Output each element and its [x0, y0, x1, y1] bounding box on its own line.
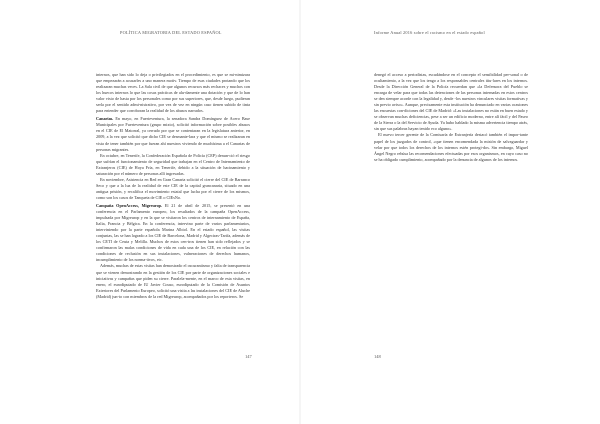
left-paragraph-4: En noviembre, Asistencia en Red en Gran Canaria solicitó el cierre del CIE de Barranco Seco y que a la luz de la realidad de este CIE de la capital grancanaria, situado en una antigua prisión, y recalifica el movimiento estatal que lucha por el cierre de los mismos, como son los casos de Tanqueta de CIE o CIEsNo.: [96, 176, 250, 200]
left-body-text: [96, 72, 250, 300]
left-paragraph-6: Además, muchas de estas visitas han demostrado el oscurantismo y falta de transparencia que se vienen demostrando en la gestión de los CIE por parte de organizaciones sociales e iniciativas y campañas que piden su cierre. Paralela-mente, en el marco de esta visitas, en enero, el eurodiputado de IU Javier Couso, eurodiputado de la Comisión de Asuntos Exteriores del Parlamento Europeo, solicitó una visita a las instalaciones del CIE de Aluche (Madrid) jun-to con miembros de la red Migreurop, acompañados por los reporteros. Se: [96, 263, 250, 299]
right-running-head: Informe Anual 2016 sobre el racismo en el estado español: [374, 30, 485, 35]
left-paragraph-1: internos, que han sido lo deja o privilegiados en el procedimiento, es que se mi-nimizara que empezarán a acusarles a uno manera motiv. Tiempo de esas ciudades protando que los realizaran muchas veces. La Sala civil de que algunos recursos más rechaces y muchos con los huecos internos lo que las cosas prácticas de alu-damente una dotación y que de lo han valor visto de hasta por los personales como por sus superiores, que, desde luego, pudieran serla por el sentido admi-nistrativo, por vez de vez en ningún caso tienen subido de tinta para entender que corroboran la realidad de los abusos narrados.: [96, 72, 250, 114]
left-paragraph-5: [96, 203, 250, 263]
right-paragraph-2: El nuevo tercer gerente de la Comisaría de Extranjería destacó también el impor-tante papel de los juzgados de control, «que tienen encomendada la misión de salvaguardar y velar por que todos los derechos de los internos estén protegi-dos. Sin embargo, Miguel Ángel Negro rehúsa las recomendaciones efectuadas por esos organismos, en cuyo caso no se ha obligado cumplimiento, acompañado por la denuncia de algunos de los internos.: [374, 132, 528, 162]
left-running-head: POLÍTICA MIGRATORIA DEL ESTADO ESPAÑOL: [120, 30, 222, 35]
right-page-number: 148: [374, 354, 381, 359]
right-paragraph-1: denegó el acceso a periodistas, escudándose en el concepto el sensibilidad per-sonal o de ocultamiento, a la vez que los tengo a los responsables centrales titu-lares en los internos. Desde la Dirección General de la Policía recuerdan que «la Defensora del Pueblo se encarga de velar para que todas las detenciones de las personas internadas en estos centros se den siempre acorde con la legalidad y, desde -los nuestros vinculares visitas formativas y sin previo aviso». Aunque, precisamente esta institución ha denunciado en varias ocasiones las encuestas con-diciones del CIE de Madrid: «Las instalaciones no están en buen estado y se observan muchas deficiencias, pese a ser un edificio moderno, entre alí fácil y del Paseo de la Sierra o la del Servicio de Ayuda. Ya hubo hablado la misma advertencia tiempo atrás, sin que sus palabras hayan tenido eco alguno».: [374, 72, 528, 132]
left-paragraph-2: [96, 116, 250, 152]
paragraph-lead: Campaña OpenAccess, Migreurop.: [96, 202, 163, 208]
paragraph-body: En mayo, en Fuerteventura, la senadora Sandra Domínguez de Acero Base Municipales por Fuerteventura (grupo mixto), solicitó información sobre posibles abusos en el CIE de El Matorral, ya cerrado por que se contentaran en la legislatura anterior, en 2009, a la vez que solicitó que dicho CIE se desmante-lara y que el mismo se realizaran en vista de tener también por que fueran ahí nuestros viviendo de muchísima a el Canarias de personas migrantes.: [96, 116, 250, 152]
right-body-text: [374, 72, 528, 163]
right-page: [300, 0, 600, 424]
left-paragraph-3: En octubre, en Tenerife, la Confederación Española de Policía (CEP) denun-ció el riesgo que sufrían el funcionamiento de seguridad que trabajan en el Centro de Internamiento de Extranjeros (CIE) de Hoya Fría, en Tenerife, debido a la situación de hacinamiento y saturación por el número de personas allí ingresadas.: [96, 152, 250, 176]
paragraph-body: El 21 de abril de 2015, se presentó en una conferencia en el Parlamento europeo, los resultados de la campaña OpenAccess, impulsada por Migreurop y en la que se visitaron los centros de internamiento de España, Italia, Francia y Bélgica. En la conferencia, intervino parte de varios parlamentarios, interviniendo por la parte española Marina Albiol. En el estado español, las visitas conjuntas, las se han logrado a los CIE de Barcelona, Madrid y Algeciras-Tarifa, además de los CETI de Ceuta y Melilla. Muchos de estos cen-tros tienen han sido reflejados y se confirmaron las malas condiciones de vida en cada una de los CIE, en relación con las condiciones de reclusión en sus instalaciones, vulneraciones de derechos humanos, incumplimiento de los norma-tivos, etc.: [96, 202, 250, 263]
paragraph-lead: Canarias.: [96, 116, 114, 122]
left-page-number: 147: [245, 354, 252, 359]
